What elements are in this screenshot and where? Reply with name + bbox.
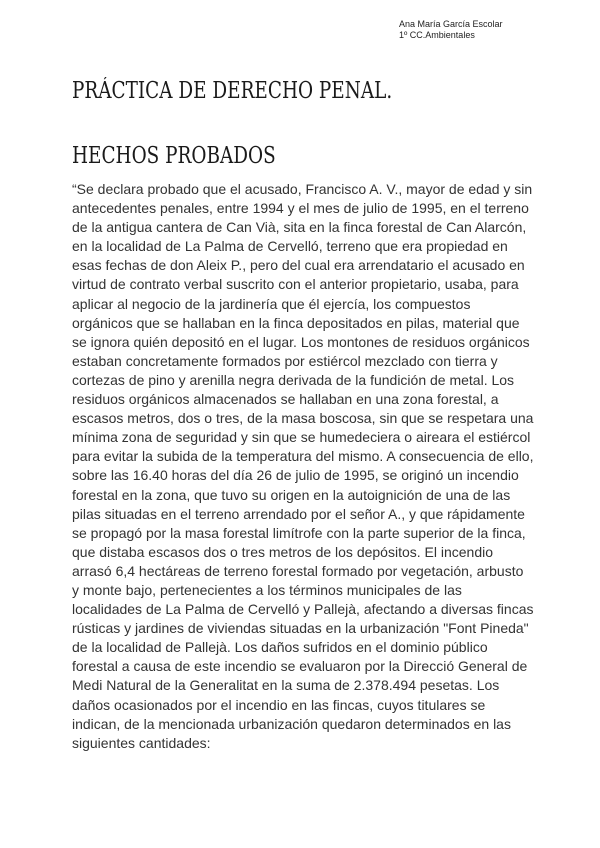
author-name: Ana María García Escolar	[399, 19, 503, 29]
page-title: PRÁCTICA DE DERECHO PENAL.	[72, 78, 393, 104]
section-heading: HECHOS PROBADOS	[72, 143, 276, 169]
author-block	[399, 19, 503, 41]
body-paragraph: “Se declara probado que el acusado, Francisco A. V., mayor de edad y sin antecedentes penales, entre 1994 y el mes de julio de 1995, en el terreno de la antigua cantera de Can Vià, sita en la finca forestal de Can Alarcón, en la localidad de La Palma de Cervelló, terreno que era propiedad en esas fechas de don Aleix P., pero del cual era arrendatario el acusado en virtud de contrato verbal suscrito con el anterior propietario, usaba, para aplicar al negocio de la jardinería que él ejercía, los compuestos orgánicos que se hallaban en la finca depositados en pilas, material que se ignora quién depositó en el lugar. Los montones de residuos orgánicos estaban concretamente formados por estiércol mezclado con tierra y cortezas de pino y arenilla negra derivada de la fundición de metal. Los residuos orgánicos almacenados se hallaban en una zona forestal, a escasos metros, dos o tres, de la masa boscosa, sin que se respetara una mínima zona de seguridad y sin que se humedeciera o aireara el estiércol para evitar la subida de la temperatura del mismo. A consecuencia de ello, sobre las 16.40 horas del día 26 de julio de 1995, se originó un incendio forestal en la zona, que tuvo su origen en la autoignición de una de las pilas situadas en el terreno arrendado por el señor A., y que rápidamente se propagó por la masa forestal limítrofe con la parte superior de la finca, que distaba escasos dos o tres metros de los depósitos. El incendio arrasó 6,4 hectáreas de terreno forestal formado por vegetación, arbusto y monte bajo, pertenecientes a los términos municipales de las localidades de La Palma de Cervelló y Pallejà, afectando a diversas fincas rústicas y jardines de viviendas situadas en la urbanización "Font Pineda" de la localidad de Pallejà. Los daños sufridos en el dominio público forestal a causa de este incendio se evaluaron por la Direcció General de Medi Natural de la Generalitat en la suma de 2.378.494 pesetas. Los daños ocasionados por el incendio en las fincas, cuyos titulares se indican, de la mencionada urbanización quedaron determinados en las siguientes cantidades:	[72, 181, 534, 751]
author-course: 1º CC.Ambientales	[399, 30, 475, 40]
